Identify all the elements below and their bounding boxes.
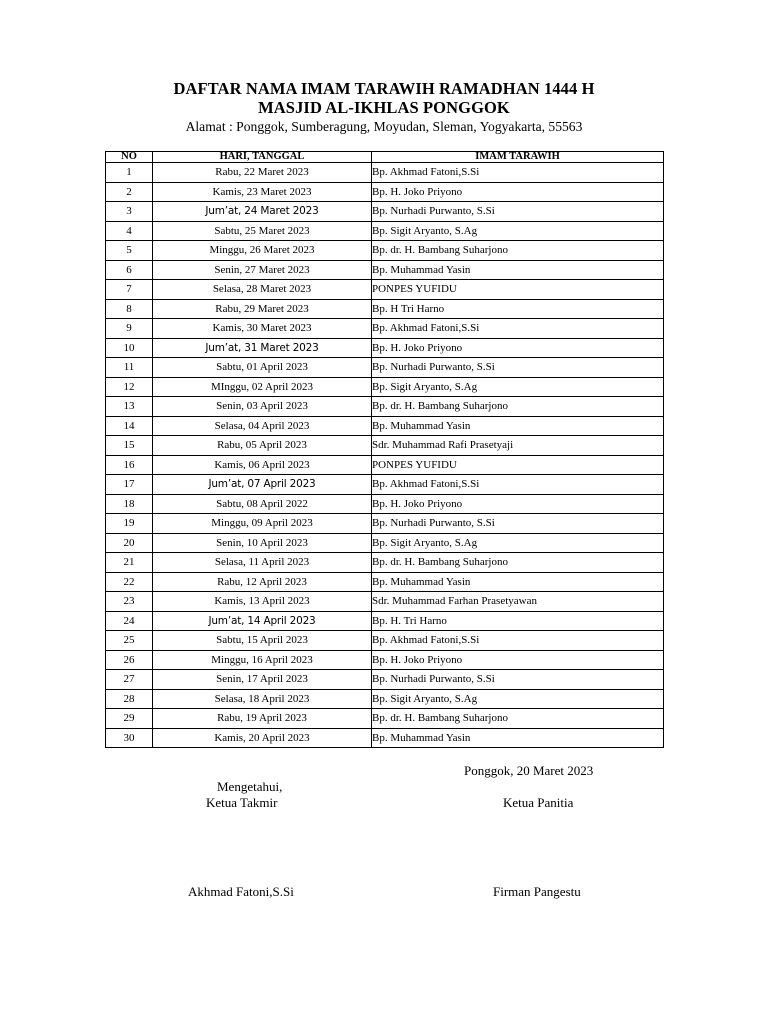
row-number: 21 xyxy=(106,553,153,573)
row-day-date: Sabtu, 01 April 2023 xyxy=(153,358,372,378)
row-number: 26 xyxy=(106,650,153,670)
row-number: 1 xyxy=(106,163,153,183)
table-row xyxy=(106,494,664,514)
table-header-row xyxy=(106,152,664,163)
row-day-date: Minggu, 26 Maret 2023 xyxy=(153,241,372,261)
row-imam-name: Bp. Nurhadi Purwanto, S.Si xyxy=(372,202,664,222)
row-number: 16 xyxy=(106,455,153,475)
row-number: 2 xyxy=(106,182,153,202)
row-imam-name: Bp. Sigit Aryanto, S.Ag xyxy=(372,689,664,709)
row-imam-name: Bp. dr. H. Bambang Suharjono xyxy=(372,397,664,417)
row-imam-name: Bp. H. Joko Priyono xyxy=(372,182,664,202)
table-row xyxy=(106,475,664,495)
row-imam-name: Bp. Akhmad Fatoni,S.Si xyxy=(372,475,664,495)
table-row xyxy=(106,280,664,300)
row-imam-name: Bp. Akhmad Fatoni,S.Si xyxy=(372,631,664,651)
row-number: 9 xyxy=(106,319,153,339)
row-day-date: Rabu, 12 April 2023 xyxy=(153,572,372,592)
row-imam-name: Bp. H Tri Harno xyxy=(372,299,664,319)
table-row xyxy=(106,397,664,417)
row-imam-name: Bp. Sigit Aryanto, S.Ag xyxy=(372,221,664,241)
row-day-date: Kamis, 20 April 2023 xyxy=(153,728,372,748)
row-day-date: MInggu, 02 April 2023 xyxy=(153,377,372,397)
row-number: 24 xyxy=(106,611,153,631)
row-day-date: Minggu, 09 April 2023 xyxy=(153,514,372,534)
row-number: 22 xyxy=(106,572,153,592)
row-day-date: Rabu, 22 Maret 2023 xyxy=(153,163,372,183)
row-imam-name: Bp. Nurhadi Purwanto, S.Si xyxy=(372,358,664,378)
row-number: 27 xyxy=(106,670,153,690)
row-number: 3 xyxy=(106,202,153,222)
row-day-date: Selasa, 18 April 2023 xyxy=(153,689,372,709)
row-imam-name: Bp. dr. H. Bambang Suharjono xyxy=(372,553,664,573)
row-day-date: Selasa, 04 April 2023 xyxy=(153,416,372,436)
row-imam-name: Bp. Akhmad Fatoni,S.Si xyxy=(372,319,664,339)
table-row xyxy=(106,338,664,358)
column-header-imam: IMAM TARAWIH xyxy=(372,152,664,163)
row-day-date: Senin, 17 April 2023 xyxy=(153,670,372,690)
table-row xyxy=(106,670,664,690)
row-day-date: Senin, 03 April 2023 xyxy=(153,397,372,417)
row-number: 4 xyxy=(106,221,153,241)
row-day-date: Sabtu, 15 April 2023 xyxy=(153,631,372,651)
row-imam-name: Bp. Muhammad Yasin xyxy=(372,728,664,748)
row-imam-name: PONPES YUFIDU xyxy=(372,280,664,300)
row-day-date: Senin, 27 Maret 2023 xyxy=(153,260,372,280)
row-imam-name: Sdr. Muhammad Rafi Prasetyaji xyxy=(372,436,664,456)
row-day-date: Rabu, 29 Maret 2023 xyxy=(153,299,372,319)
table-row xyxy=(106,319,664,339)
table-row xyxy=(106,241,664,261)
row-imam-name: Bp. Muhammad Yasin xyxy=(372,260,664,280)
row-day-date: Rabu, 05 April 2023 xyxy=(153,436,372,456)
row-day-date: Jum’at, 31 Maret 2023 xyxy=(153,338,372,358)
row-day-date: Jum’at, 07 April 2023 xyxy=(153,475,372,495)
row-day-date: Minggu, 16 April 2023 xyxy=(153,650,372,670)
table-row xyxy=(106,611,664,631)
row-day-date: Jum’at, 24 Maret 2023 xyxy=(153,202,372,222)
row-day-date: Rabu, 19 April 2023 xyxy=(153,709,372,729)
row-day-date: Jum’at, 14 April 2023 xyxy=(153,611,372,631)
table-row xyxy=(106,689,664,709)
row-imam-name: Sdr. Muhammad Farhan Prasetyawan xyxy=(372,592,664,612)
row-number: 23 xyxy=(106,592,153,612)
row-number: 5 xyxy=(106,241,153,261)
row-number: 15 xyxy=(106,436,153,456)
table-row xyxy=(106,221,664,241)
row-day-date: Sabtu, 08 April 2022 xyxy=(153,494,372,514)
column-header-no: NO xyxy=(106,152,153,163)
row-day-date: Kamis, 23 Maret 2023 xyxy=(153,182,372,202)
row-day-date: Kamis, 30 Maret 2023 xyxy=(153,319,372,339)
row-number: 12 xyxy=(106,377,153,397)
mosque-address: Alamat : Ponggok, Sumberagung, Moyudan, Sleman, Yogyakarta, 55563 xyxy=(185,119,583,134)
left-signatory-role: Ketua Takmir xyxy=(206,795,278,810)
row-imam-name: Bp. H. Joko Priyono xyxy=(372,494,664,514)
row-day-date: Sabtu, 25 Maret 2023 xyxy=(153,221,372,241)
table-row xyxy=(106,514,664,534)
table-row xyxy=(106,533,664,553)
row-number: 6 xyxy=(106,260,153,280)
acknowledged-label: Mengetahui, xyxy=(217,779,283,794)
row-imam-name: Bp. H. Joko Priyono xyxy=(372,338,664,358)
table-row xyxy=(106,650,664,670)
row-number: 19 xyxy=(106,514,153,534)
row-day-date: Selasa, 11 April 2023 xyxy=(153,553,372,573)
row-imam-name: Bp. Nurhadi Purwanto, S.Si xyxy=(372,514,664,534)
row-day-date: Kamis, 13 April 2023 xyxy=(153,592,372,612)
table-row xyxy=(106,163,664,183)
document-title: DAFTAR NAMA IMAM TARAWIH RAMADHAN 1444 H xyxy=(173,79,595,98)
row-day-date: Selasa, 28 Maret 2023 xyxy=(153,280,372,300)
row-imam-name: Bp. Akhmad Fatoni,S.Si xyxy=(372,163,664,183)
right-signatory-role: Ketua Panitia xyxy=(503,795,574,810)
row-number: 17 xyxy=(106,475,153,495)
table-row xyxy=(106,202,664,222)
row-imam-name: Bp. dr. H. Bambang Suharjono xyxy=(372,241,664,261)
row-imam-name: PONPES YUFIDU xyxy=(372,455,664,475)
row-imam-name: Bp. Sigit Aryanto, S.Ag xyxy=(372,533,664,553)
row-number: 14 xyxy=(106,416,153,436)
row-number: 20 xyxy=(106,533,153,553)
row-number: 29 xyxy=(106,709,153,729)
table-row xyxy=(106,436,664,456)
row-imam-name: Bp. Muhammad Yasin xyxy=(372,416,664,436)
row-number: 28 xyxy=(106,689,153,709)
table-body xyxy=(106,163,664,748)
table-row xyxy=(106,592,664,612)
row-imam-name: Bp. H. Tri Harno xyxy=(372,611,664,631)
table-row xyxy=(106,182,664,202)
row-imam-name: Bp. Sigit Aryanto, S.Ag xyxy=(372,377,664,397)
table-row xyxy=(106,709,664,729)
table-row xyxy=(106,299,664,319)
row-number: 25 xyxy=(106,631,153,651)
signing-place-date: Ponggok, 20 Maret 2023 xyxy=(464,763,594,778)
row-number: 13 xyxy=(106,397,153,417)
row-number: 30 xyxy=(106,728,153,748)
table-row xyxy=(106,358,664,378)
row-number: 10 xyxy=(106,338,153,358)
row-day-date: Senin, 10 April 2023 xyxy=(153,533,372,553)
column-header-date: HARI, TANGGAL xyxy=(153,152,372,163)
row-imam-name: Bp. dr. H. Bambang Suharjono xyxy=(372,709,664,729)
row-number: 8 xyxy=(106,299,153,319)
table-row xyxy=(106,377,664,397)
row-number: 7 xyxy=(106,280,153,300)
row-imam-name: Bp. H. Joko Priyono xyxy=(372,650,664,670)
table-row xyxy=(106,260,664,280)
table-row xyxy=(106,631,664,651)
table-row xyxy=(106,553,664,573)
table-row xyxy=(106,728,664,748)
table-row xyxy=(106,572,664,592)
table-row xyxy=(106,455,664,475)
row-imam-name: Bp. Muhammad Yasin xyxy=(372,572,664,592)
row-imam-name: Bp. Nurhadi Purwanto, S.Si xyxy=(372,670,664,690)
right-signatory-name: Firman Pangestu xyxy=(493,884,581,899)
left-signatory-name: Akhmad Fatoni,S.Si xyxy=(188,884,294,899)
mosque-name: MASJID AL-IKHLAS PONGGOK xyxy=(258,98,510,117)
tarawih-schedule-table xyxy=(105,151,664,748)
row-day-date: Kamis, 06 April 2023 xyxy=(153,455,372,475)
row-number: 18 xyxy=(106,494,153,514)
row-number: 11 xyxy=(106,358,153,378)
table-row xyxy=(106,416,664,436)
